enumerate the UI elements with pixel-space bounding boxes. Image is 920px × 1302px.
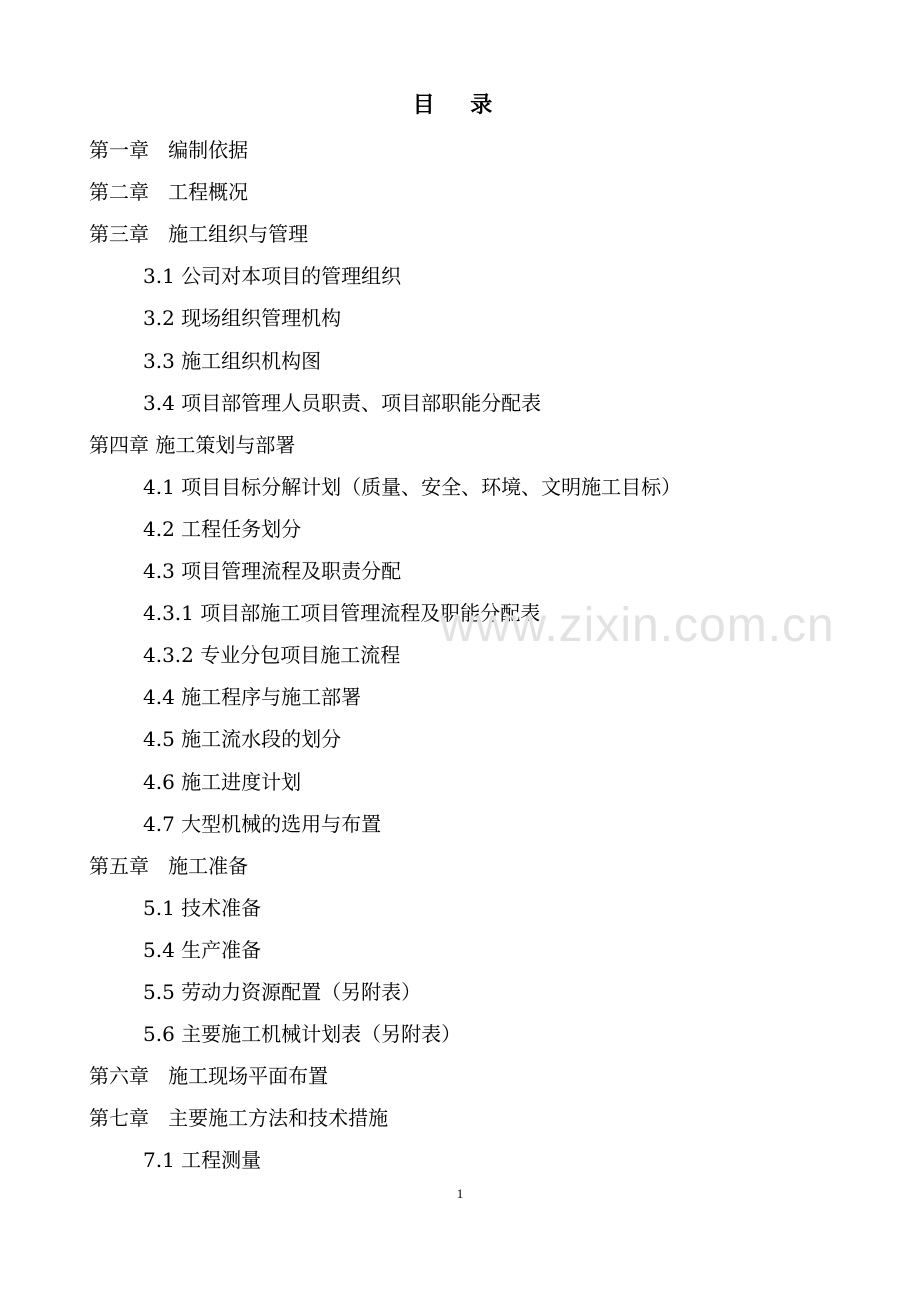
toc-section-entry: 5.1 技术准备 [143,895,262,920]
toc-chapter-entry: 第七章 主要施工方法和技术措施 [89,1106,389,1131]
toc-section-entry: 5.4 生产准备 [143,937,262,962]
toc-section-entry: 3.4 项目部管理人员职责、项目部职能分配表 [143,390,542,415]
toc-section-entry: 7.1 工程测量 [143,1148,262,1173]
toc-chapter-entry: 第三章 施工组织与管理 [89,222,309,247]
toc-section-entry: 4.7 大型机械的选用与布置 [143,811,382,836]
page-number: 1 [456,1186,464,1201]
toc-chapter-entry: 第五章 施工准备 [89,853,249,878]
toc-section-entry: 4.5 施工流水段的划分 [143,727,342,752]
toc-section-entry: 4.4 施工程序与施工部署 [143,685,362,710]
toc-section-entry: 4.3.2 专业分包项目施工流程 [143,643,401,668]
watermark: www.zixin.com.cn [440,599,835,652]
toc-section-entry: 4.2 工程任务划分 [143,516,302,541]
toc-chapter-entry: 第六章 施工现场平面布置 [89,1064,329,1089]
toc-section-entry: 4.1 项目目标分解计划（质量、安全、环境、文明施工目标） [143,474,682,499]
toc-chapter-entry: 第一章 编制依据 [89,138,249,162]
toc-chapter-entry: 第四章 施工策划与部署 [89,432,296,457]
toc-section-entry: 4.3.1 项目部施工项目管理流程及职能分配表 [143,601,541,626]
toc-section-entry: 3.2 现场组织管理机构 [143,306,342,331]
toc-section-entry: 3.3 施工组织机构图 [143,348,322,373]
toc-section-entry: 5.6 主要施工机械计划表（另附表） [143,1022,462,1047]
toc-section-entry: 4.3 项目管理流程及职责分配 [143,559,402,583]
page-title: 目 录 [412,92,494,118]
toc-section-entry: 3.1 公司对本项目的管理组织 [143,264,402,289]
toc-section-entry: 5.5 劳动力资源配置（另附表） [143,980,422,1004]
toc-chapter-entry: 第二章 工程概况 [89,180,249,205]
toc-section-entry: 4.6 施工进度计划 [143,769,302,794]
